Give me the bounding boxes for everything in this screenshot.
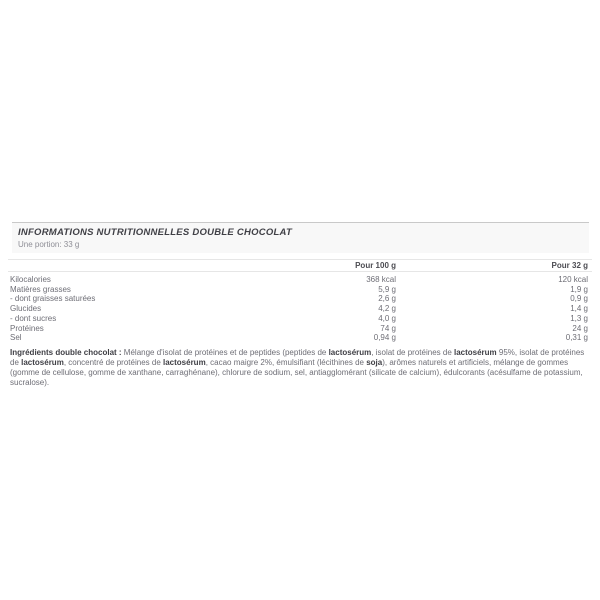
nutrition-panel — [0, 222, 600, 388]
row-value-per-100g: 74 g — [380, 323, 396, 333]
table-body — [8, 272, 592, 343]
row-label: Glucides — [10, 304, 42, 314]
row-value-per-100g: 0,94 g — [373, 333, 396, 343]
row-label: Kilocalories — [10, 275, 51, 284]
column-header-per-100g: Pour 100 g — [355, 261, 396, 270]
row-label: Matières grasses — [10, 284, 71, 294]
row-value-per-100g: 4,0 g — [378, 313, 396, 323]
table-header-row — [8, 259, 592, 272]
table-row — [8, 314, 592, 324]
column-header-spacer — [8, 260, 306, 271]
row-value-per-32g: 1,3 g — [570, 313, 588, 323]
table-row — [8, 275, 592, 285]
table-row — [8, 285, 592, 295]
row-value-per-32g: 120 kcal — [558, 275, 588, 284]
row-value-per-32g: 24 g — [572, 323, 588, 333]
row-value-per-32g: 0,9 g — [570, 294, 588, 304]
ingredients-text: Ingrédients double chocolat : Mélange d'isolat de protéines et de peptides (peptides de lactosérum, isolat de protéines de lactosérum 95%, isolat de protéines de lactosérum, concentré de protéines de lactosérum, cacao maigre 2%, émulsifiant (lécithines de soja), arômes naturels et artificiels, mélange de gommes (gomme de cellulose, gomme de xanthane, carraghénane), chlorure de sodium, sel, antiagglomérant (silicate de calcium), édulcorants (acésulfame de potassium, sucralose). — [10, 347, 585, 387]
row-label: - dont sucres — [10, 313, 57, 323]
panel-header — [12, 222, 589, 253]
panel-title: INFORMATIONS NUTRITIONNELLES DOUBLE CHOCOLAT — [18, 227, 292, 238]
row-label: Sel — [10, 333, 22, 343]
row-value-per-100g: 368 kcal — [366, 275, 396, 284]
row-value-per-100g: 5,9 g — [378, 284, 396, 294]
nutrition-table — [8, 259, 592, 343]
table-row — [8, 324, 592, 334]
row-value-per-32g: 1,4 g — [570, 304, 588, 314]
table-row — [8, 333, 592, 343]
row-label: - dont graisses saturées — [10, 294, 96, 304]
portion-label: Une portion: 33 g — [18, 240, 80, 249]
table-row — [8, 294, 592, 304]
column-header-per-32g: Pour 32 g — [551, 261, 588, 270]
row-value-per-32g: 0,31 g — [565, 333, 588, 343]
row-value-per-32g: 1,9 g — [570, 284, 588, 294]
row-value-per-100g: 2,6 g — [378, 294, 396, 304]
table-row — [8, 304, 592, 314]
row-label: Protéines — [10, 323, 44, 333]
row-value-per-100g: 4,2 g — [378, 304, 396, 314]
